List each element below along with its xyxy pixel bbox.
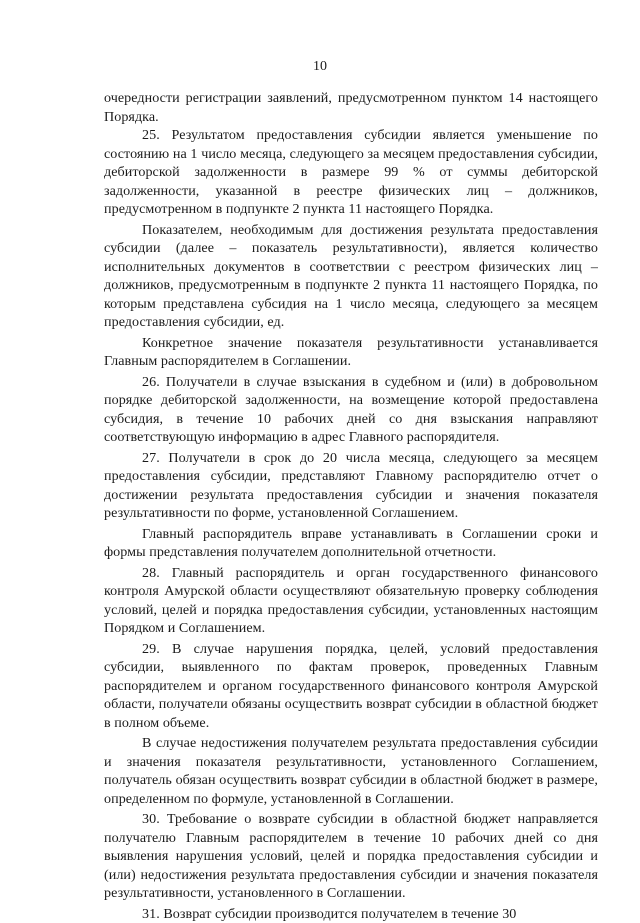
paragraph-29: 29. В случае нарушения порядка, целей, условий предоставления субсидии, выявленного по фактам проверок, проведенных Главным распорядителем и органом государственного финансового контроля Амурской области, получатели обязаны осуществить возврат субсидии в областной бюджет в полном объеме.	[104, 640, 598, 733]
document-body	[104, 89, 598, 923]
paragraph-indicator-value: Конкретное значение показателя результативности устанавливается Главным распорядителем в Соглашении.	[104, 334, 598, 371]
paragraph-27: 27. Получатели в срок до 20 числа месяца, следующего за месяцем предоставления субсидии, представляют Главному распорядителю отчет о достижении результата предоставления субсидии и значения показателя результативности по форме, установленной Соглашением.	[104, 449, 598, 523]
paragraph-30: 30. Требование о возврате субсидии в областной бюджет направляется получателю Главным распорядителем в течение 10 рабочих дней со дня выявления нарушения условий, целей и порядка предоставления субсидии и (или) недостижения результата предоставления субсидии и значения показателя результативности, установленного в Соглашении.	[104, 810, 598, 903]
paragraph-non-achievement: В случае недостижения получателем результата предоставления субсидии и значения показателя результативности, установленного Соглашением, получатель обязан осуществить возврат субсидии в областной бюджет в размере, определенном по формуле, установленной в Соглашении.	[104, 734, 598, 808]
paragraph-indicator: Показателем, необходимым для достижения результата предоставления субсидии (далее – показатель результативности), является количество исполнительных документов в соответствии с реестром физических лиц – должников, предусмотренным в подпункте 2 пункта 11 настоящего Порядка, по которым представлена субсидия на 1 число месяца, следующего за месяцем предоставления субсидии, ед.	[104, 221, 598, 332]
paragraph-28: 28. Главный распорядитель и орган государственного финансового контроля Амурской области осуществляют обязательную проверку соблюдения условий, целей и порядка предоставления субсидии, установленных настоящим Порядком и Соглашением.	[104, 564, 598, 638]
paragraph-additional-reporting: Главный распорядитель вправе устанавливать в Соглашении сроки и формы представления получателем дополнительной отчетности.	[104, 525, 598, 562]
paragraph-25: 25. Результатом предоставления субсидии является уменьшение по состоянию на 1 число месяца, следующего за месяцем предоставления субсидии, дебиторской задолженности в размере 99 % от суммы дебиторской задолженности, указанной в реестре физических лиц – должников, предусмотренном в подпункте 2 пункта 11 настоящего Порядка.	[104, 126, 598, 219]
page-number: 10	[0, 59, 640, 75]
paragraph-continuation: очередности регистрации заявлений, предусмотренном пунктом 14 настоящего Порядка.	[104, 89, 598, 126]
paragraph-26: 26. Получатели в случае взыскания в судебном и (или) в добровольном порядке дебиторской задолженности, на возмещение которой предоставлена субсидия, в течение 10 рабочих дней со дня взыскания направляют соответствующую информацию в адрес Главного распорядителя.	[104, 373, 598, 447]
paragraph-31: 31. Возврат субсидии производится получателем в течение 30	[104, 905, 598, 923]
